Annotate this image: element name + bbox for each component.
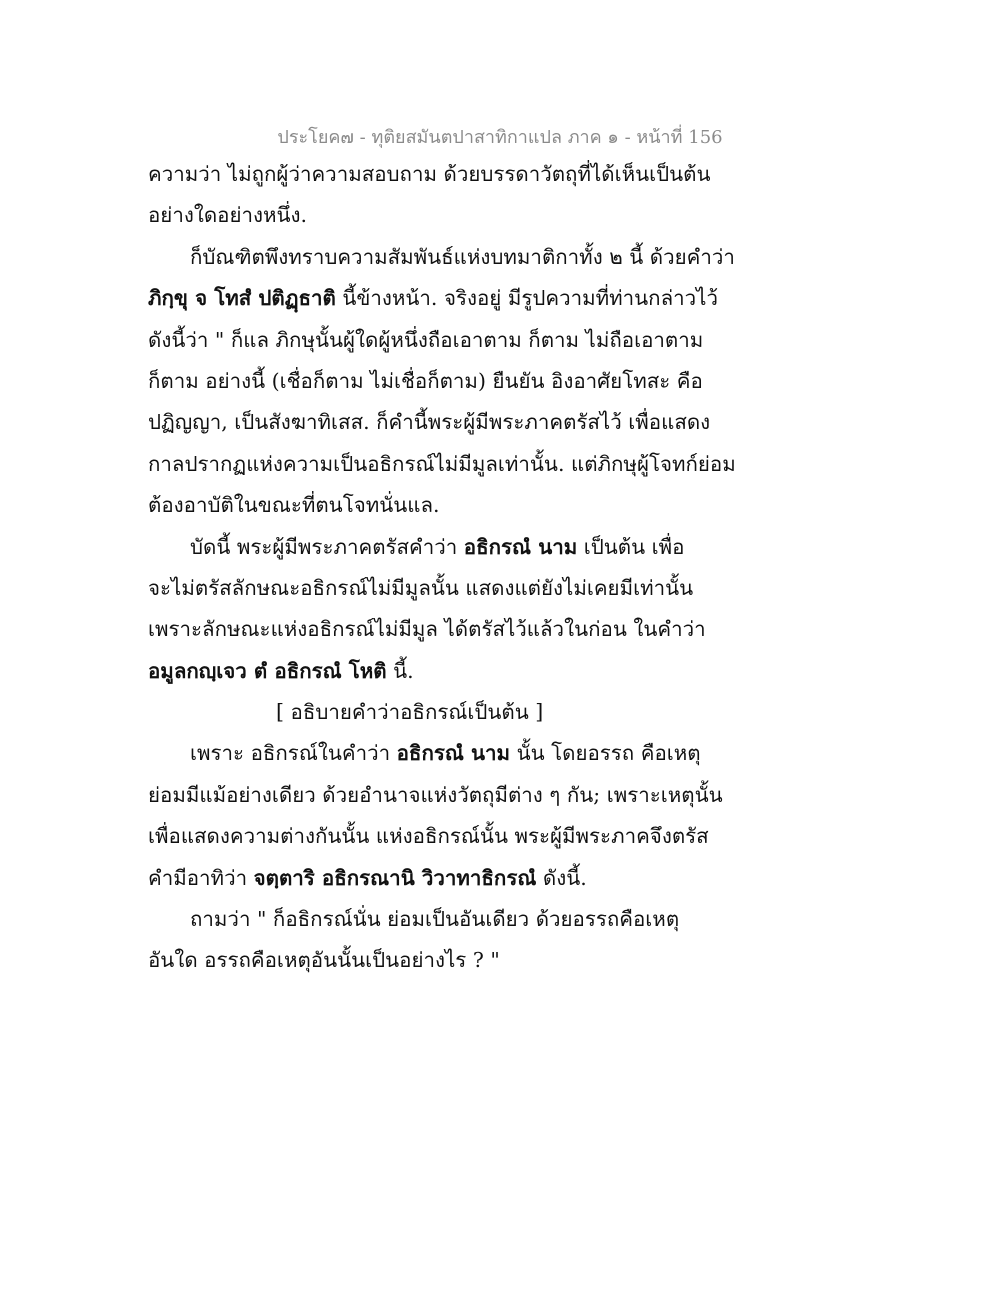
pali-term: ภิกฺขุ จ โทสํ ปติฏฺธาติ xyxy=(148,286,336,311)
pali-term: จตฺตาริ อธิกรณานิ วิวาทาธิกรณํ xyxy=(253,865,537,890)
paragraph-line: จะไม่ตรัสลักษณะอธิกรณ์ไม่มีมูลนั้น แสดงแต่ยังไม่เคยมีเท่านั้น xyxy=(148,575,694,600)
line-text: นั้น โดยอรรถ คือเหตุ xyxy=(510,741,701,766)
section-heading: [ อธิบายคำว่าอธิกรณ์เป็นต้น ] xyxy=(276,700,544,725)
paragraph-line: ย่อมมีแม้อย่างเดียว ด้วยอำนาจแห่งวัตถุมีต่าง ๆ กัน; เพราะเหตุนั้น xyxy=(148,782,723,807)
running-header: ประโยค๗ - ทุติยสมันตปาสาทิกาแปล ภาค ๑ - หน้าที่ 156 xyxy=(277,127,723,148)
body-text xyxy=(148,154,736,982)
paragraph-line: ถามว่า " ก็อธิกรณ์นั่น ย่อมเป็นอันเดียว ด้วยอรรถคือเหตุ xyxy=(190,907,680,932)
paragraph-line xyxy=(148,278,718,319)
line-text: บัดนี้ พระผู้มีพระภาคตรัสคำว่า xyxy=(190,534,464,559)
paragraph-line xyxy=(148,651,708,692)
line-text: นี้. xyxy=(386,658,414,683)
paragraph-line: ก็ตาม อย่างนี้ (เชื่อก็ตาม ไม่เชื่อก็ตาม) ยืนยัน อิงอาศัยโทสะ คือ xyxy=(148,368,703,393)
paragraph-line: อย่างใดอย่างหนึ่ง. xyxy=(148,203,308,228)
paragraph-line xyxy=(148,733,708,774)
paragraph-line xyxy=(148,527,708,568)
paragraph-line xyxy=(148,858,708,899)
line-text: นี้ข้างหน้า. จริงอยู่ มีรูปความที่ท่านกล่าวไว้ xyxy=(335,286,718,311)
paragraph-line: เพราะลักษณะแห่งอธิกรณ์ไม่มีมูล ได้ตรัสไว้แล้วในก่อน ในคำว่า xyxy=(148,617,706,642)
paragraph-line: กาลปรากฏแห่งความเป็นอธิกรณ์ไม่มีมูลเท่านั้น. แต่ภิกษุผู้โจทก์ย่อม xyxy=(148,451,736,476)
paragraph-line: ต้องอาบัติในขณะที่ตนโจทนั่นแล. xyxy=(148,493,440,518)
paragraph-line: เพื่อแสดงความต่างกันนั้น แห่งอธิกรณ์นั้น พระผู้มีพระภาคจึงตรัส xyxy=(148,824,709,849)
paragraph-line: ปฏิญญา, เป็นสังฆาทิเสส. ก็คำนี้พระผู้มีพระภาคตรัสไว้ เพื่อแสดง xyxy=(148,410,711,435)
line-text: เป็นต้น เพื่อ xyxy=(577,534,685,559)
paragraph-line: ความว่า ไม่ถูกผู้ว่าความสอบถาม ด้วยบรรดาวัตถุที่ได้เห็นเป็นต้น xyxy=(148,162,711,186)
paragraph-line: อันใด อรรถคือเหตุอันนั้นเป็นอย่างไร ? " xyxy=(148,948,500,973)
line-text: เพราะ อธิกรณ์ในคำว่า xyxy=(190,741,397,766)
line-text: ดังนี้. xyxy=(536,865,587,890)
pali-term: อธิกรณํ นาม xyxy=(396,741,511,766)
paragraph-line: ดังนี้ว่า " ก็แล ภิกษุนั้นผู้ใดผู้หนึ่งถือเอาตาม ก็ตาม ไม่ถือเอาตาม xyxy=(148,327,704,352)
pali-term: อมูลกญฺเจว ตํ อธิกรณํ โหติ xyxy=(148,658,387,683)
line-text: คำมีอาทิว่า xyxy=(148,865,254,890)
paragraph-line: ก็บัณฑิตพึงทราบความสัมพันธ์แห่งบทมาติกาทั้ง ๒ นี้ ด้วยคำว่า xyxy=(190,244,735,269)
pali-term: อธิกรณํ นาม xyxy=(463,534,578,559)
